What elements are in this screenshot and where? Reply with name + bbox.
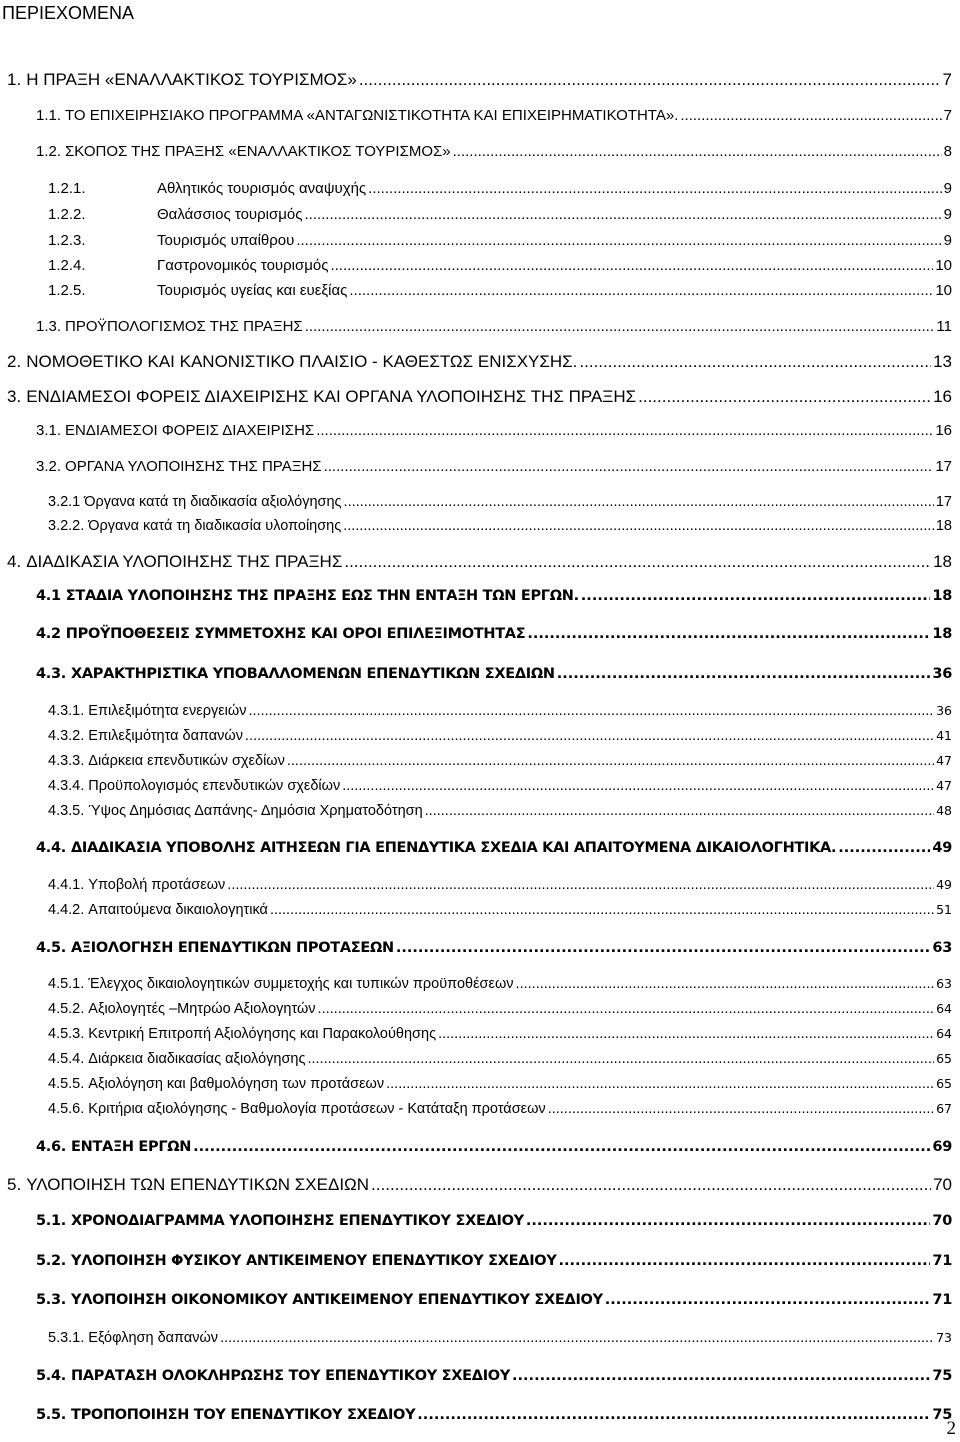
toc-entry-number: 1.3. [36,318,62,335]
toc-entry-page: 16 [933,387,952,406]
toc-entry[interactable] [36,1139,952,1155]
toc-dot-leader [349,282,933,299]
toc-entry-page: 47 [936,753,952,768]
toc-entry[interactable] [48,282,952,299]
toc-entry-page: 71 [932,1253,952,1269]
toc-title: ΠΕΡΙΕΧΟΜΕΝΑ [2,3,135,23]
toc-dot-leader [359,70,941,90]
toc-entry[interactable] [48,753,952,769]
toc-dot-leader [344,494,934,510]
toc-entry-title: Διάρκεια επενδυτικών σχεδίων [88,753,285,769]
toc-entry[interactable] [48,976,952,992]
toc-entry[interactable] [7,352,952,372]
toc-entry-number: 4.1 [36,588,61,604]
toc-entry-number: 1.2.5. [48,282,86,299]
toc-entry-page: 9 [943,180,952,197]
toc-entry-page: 13 [933,352,952,371]
toc-dot-leader [527,626,930,642]
toc-entry-title: ΥΛΟΠΟΙΗΣΗ ΦΥΣΙΚΟΥ ΑΝΤΙΚΕΙΜΕΝΟΥ ΕΠΕΝΔΥΤΙΚΟΥ ΣΧΕΔΙΟΥ [71,1253,557,1269]
toc-entry-page: 36 [936,703,952,718]
toc-dot-leader [304,206,941,223]
toc-dot-leader [193,1139,930,1155]
toc-dot-leader [386,1076,934,1092]
toc-dot-leader [512,1368,930,1384]
toc-dot-leader [581,588,931,604]
toc-dot-leader [396,940,931,956]
toc-entry[interactable] [36,626,952,642]
toc-entry[interactable] [48,1330,952,1346]
toc-entry[interactable] [36,940,952,956]
toc-entry-page: 18 [933,552,952,571]
toc-dot-leader [220,1330,934,1346]
toc-entry[interactable] [36,666,952,682]
toc-entry-title: ΧΡΟΝΟΔΙΑΓΡΑΜΜΑ ΥΛΟΠΟΙΗΣΗΣ ΕΠΕΝΔΥΤΙΚΟΥ ΣΧΕΔΙΟΥ [71,1213,524,1229]
toc-entry-title: Τουρισμός υπαίθρου [157,232,295,249]
toc-entry-title: Απαιτούμενα δικαιολογητικά [88,902,268,918]
toc-entry-title: Έλεγχος δικαιολογητικών συμμετοχής και τυπικών προϋποθέσεων [88,976,514,992]
toc-entry-number: 1.2.3. [48,232,86,249]
toc-entry-number: 5.2. [36,1253,66,1269]
toc-entry-title: ΑΞΙΟΛΟΓΗΣΗ ΕΠΕΝΔΥΤΙΚΩΝ ΠΡΟΤΑΣΕΩΝ [71,940,394,956]
toc-entry[interactable] [7,1175,952,1195]
toc-entry-number: 4.2 [36,626,61,642]
toc-entry[interactable] [48,877,952,893]
toc-entry-number: 5.4. [36,1368,66,1384]
toc-entry[interactable] [7,387,952,407]
toc-dot-leader [579,352,931,372]
toc-dot-leader [526,1213,931,1229]
toc-entry-title: ΥΛΟΠΟΙΗΣΗ ΤΩΝ ΕΠΕΝΔΥΤΙΚΩΝ ΣΧΕΔΙΩΝ [26,1175,370,1194]
toc-entry[interactable] [48,180,952,197]
toc-entry-title: Επιλεξιμότητα ενεργειών [88,703,247,719]
toc-entry-page: 7 [942,70,952,89]
toc-entry-number: 3. [7,387,22,406]
toc-entry-title: Διάρκεια διαδικασίας αξιολόγησης [88,1051,306,1067]
toc-dot-leader [330,257,933,274]
toc-entry-number: 3.2.2. [48,518,85,534]
toc-entry-page: 71 [932,1292,952,1308]
toc-entry-page: 16 [935,422,952,439]
toc-dot-leader [838,840,930,856]
toc-entry-title: Ύψος Δημόσιας Δαπάνης- Δημόσια Χρηματοδότηση [88,803,423,819]
toc-entry-title: Όργανα κατά τη διαδικασία αξιολόγησης [84,494,342,510]
toc-dot-leader [516,976,935,992]
toc-entry-number: 1.1. [36,107,62,124]
toc-dot-leader [296,232,941,249]
toc-entry-page: 41 [936,728,952,743]
toc-entry-page: 49 [936,877,952,892]
toc-entry-page: 9 [943,232,952,249]
toc-entry[interactable] [48,1001,952,1017]
toc-entry-title: ΤΟ ΕΠΙΧΕΙΡΗΣΙΑΚΟ ΠΡΟΓΡΑΜΜΑ «ΑΝΤΑΓΩΝΙΣΤΙΚΟΤΗΤΑ ΚΑΙ ΕΠΙΧΕΙΡΗΜΑΤΙΚΟΤΗΤΑ». [65,107,679,124]
toc-entry[interactable] [48,902,952,918]
toc-entry-page: 10 [935,257,952,274]
toc-dot-leader [305,318,935,335]
toc-entry[interactable] [48,803,952,819]
toc-entry-title: Η ΠΡΑΞΗ «ΕΝΑΛΛΑΚΤΙΚΟΣ ΤΟΥΡΙΣΜΟΣ» [26,70,357,89]
toc-entry-page: 9 [943,206,952,223]
toc-entry[interactable] [36,143,952,160]
toc-entry-page: 63 [932,940,952,956]
toc-dot-leader [559,1253,931,1269]
toc-entry-title: Προϋπολογισμός επενδυτικών σχεδίων [88,778,341,794]
toc-dot-leader [638,387,931,407]
toc-entry-number: 4.3.5. [48,803,85,819]
toc-dot-leader [342,778,934,794]
toc-entry-page: 48 [936,803,952,818]
toc-entry[interactable] [48,1076,952,1092]
toc-entry[interactable] [7,552,952,572]
toc-entry[interactable] [48,1051,952,1067]
toc-entry-page: 70 [933,1175,952,1194]
toc-entry-number: 4. [7,552,22,571]
toc-entry-number: 4.5.4. [48,1051,85,1067]
toc-dot-leader [417,1407,930,1423]
toc-entry-title: ΔΙΑΔΙΚΑΣΙΑ ΥΠΟΒΟΛΗΣ ΑΙΤΗΣΕΩΝ ΓΙΑ ΕΠΕΝΔΥΤΙΚΑ ΣΧΕΔΙΑ ΚΑΙ ΑΠΑΙΤΟΥΜΕΝΑ ΔΙΚΑΙΟΛΟΓΗΤΙΚΑ. [71,840,837,856]
toc-entry-title: ΕΝΔΙΑΜΕΣΟΙ ΦΟΡΕΙΣ ΔΙΑΧΕΙΡΙΣΗΣ [65,422,315,439]
toc-entry-title: ΕΝΤΑΞΗ ΕΡΓΩΝ [71,1139,192,1155]
toc-entry-number: 4.5.5. [48,1076,85,1092]
toc-entry-title: ΠΡΟΫΠΟΘΕΣΕΙΣ ΣΥΜΜΕΤΟΧΗΣ ΚΑΙ ΟΡΟΙ ΕΠΙΛΕΞΙΜΟΤΗΤΑΣ [65,626,526,642]
toc-entry[interactable] [36,1407,952,1423]
toc-entry-number: 1.2.2. [48,206,86,223]
page-number: 2 [946,1418,956,1439]
toc-entry-number: 4.3.1. [48,703,85,719]
toc-entry[interactable] [48,1101,952,1117]
toc-entry-title: Τουρισμός υγείας και ευεξίας [157,282,348,299]
toc-dot-leader [438,1026,934,1042]
toc-entry-title: Γαστρονομικός τουρισμός [157,257,329,274]
toc-entry-title: Εξόφληση δαπανών [88,1330,219,1346]
toc-entry-page: 64 [936,1026,952,1041]
toc-entry-title: ΥΛΟΠΟΙΗΣΗ ΟΙΚΟΝΟΜΙΚΟΥ ΑΝΤΙΚΕΙΜΕΝΟΥ ΕΠΕΝΔΥΤΙΚΟΥ ΣΧΕΔΙΟΥ [71,1292,603,1308]
toc-entry-title: ΝΟΜΟΘΕΤΙΚΟ ΚΑΙ ΚΑΝΟΝΙΣΤΙΚΟ ΠΛΑΙΣΙΟ - ΚΑΘΕΣΤΩΣ ΕΝΙΣΧΥΣΗΣ. [26,352,578,371]
toc-entry-title: Επιλεξιμότητα δαπανών [88,728,244,744]
toc-entry[interactable] [36,840,952,856]
toc-entry-title: Θαλάσσιος τουρισμός [157,206,303,223]
toc-entry-number: 4.5.2. [48,1001,85,1017]
toc-entry-number: 4.5.6. [48,1101,85,1117]
toc-entry-title: ΔΙΑΔΙΚΑΣΙΑ ΥΛΟΠΟΙΗΣΗΣ ΤΗΣ ΠΡΑΞΗΣ [26,552,343,571]
toc-entry[interactable] [36,1213,952,1229]
toc-entry-number: 3.1. [36,422,62,439]
toc-entry[interactable] [48,778,952,794]
toc-entry-title: Υποβολή προτάσεων [88,877,226,893]
toc-entry-page: 17 [935,494,952,510]
toc-entry-number: 4.3.2. [48,728,85,744]
toc-dot-leader [557,666,931,682]
toc-entry-page: 36 [932,666,952,682]
toc-dot-leader [316,422,933,439]
toc-entry-number: 5. [7,1175,22,1194]
toc-entry-title: Αθλητικός τουρισμός αναψυχής [157,180,367,197]
toc-entry-page: 75 [932,1407,952,1423]
toc-dot-leader [343,518,934,534]
toc-entry[interactable] [48,257,952,274]
toc-entry[interactable] [48,494,952,510]
toc-entry[interactable] [36,1368,952,1384]
toc-dot-leader [368,180,941,197]
toc-entry[interactable] [48,518,952,534]
toc-entry[interactable] [36,1253,952,1269]
toc-entry-number: 4.5. [36,940,66,956]
toc-entry-page: 18 [932,588,952,604]
toc-entry[interactable] [36,1292,952,1308]
toc-entry-number: 5.3. [36,1292,66,1308]
toc-dot-leader [227,877,934,893]
toc-entry-page: 47 [936,778,952,793]
toc-entry-title: Όργανα κατά τη διαδικασία υλοποίησης [88,518,342,534]
toc-entry-page: 70 [932,1213,952,1229]
toc-entry-page: 11 [936,318,952,335]
toc-entry-title: ΣΤΑΔΙΑ ΥΛΟΠΟΙΗΣΗΣ ΤΗΣ ΠΡΑΞΗΣ ΕΩΣ ΤΗΝ ΕΝΤΑΞΗ ΤΩΝ ΕΡΓΩΝ. [65,588,579,604]
toc-entry-number: 4.3.3. [48,753,85,769]
toc-entry-page: 65 [936,1076,952,1091]
toc-dot-leader [453,143,942,160]
toc-entry-page: 75 [932,1368,952,1384]
toc-entry[interactable] [48,728,952,744]
toc-entry-page: 51 [936,902,952,917]
toc-dot-leader [425,803,934,819]
toc-entry-page: 73 [936,1330,952,1345]
toc-entry[interactable] [7,70,952,90]
toc-dot-leader [307,1051,934,1067]
toc-dot-leader [344,552,931,572]
toc-entry-page: 8 [943,143,952,160]
toc-dot-leader [324,458,934,475]
toc-entry-number: 3.2. [36,458,62,475]
toc-entry[interactable] [36,588,952,604]
toc-dot-leader [270,902,934,918]
toc-dot-leader [245,728,934,744]
toc-dot-leader [371,1175,931,1195]
toc-entry-page: 69 [932,1139,952,1155]
toc-entry-title: ΣΚΟΠΟΣ ΤΗΣ ΠΡΑΞΗΣ «ΕΝΑΛΛΑΚΤΙΚΟΣ ΤΟΥΡΙΣΜΟΣ» [65,143,451,160]
toc-entry-number: 1.2. [36,143,62,160]
toc-entry-number: 1.2.4. [48,257,86,274]
toc-entry-title: ΕΝΔΙΑΜΕΣΟΙ ΦΟΡΕΙΣ ΔΙΑΧΕΙΡΙΣΗΣ ΚΑΙ ΟΡΓΑΝΑ ΥΛΟΠΟΙΗΣΗΣ ΤΗΣ ΠΡΑΞΗΣ [26,387,637,406]
toc-entry-page: 63 [936,976,952,991]
toc-entry-title: ΧΑΡΑΚΤΗΡΙΣΤΙΚΑ ΥΠΟΒΑΛΛΟΜΕΝΩΝ ΕΠΕΝΔΥΤΙΚΩΝ ΣΧΕΔΙΩΝ [71,666,555,682]
toc-entry-number: 4.4.1. [48,877,85,893]
toc-entry[interactable] [48,703,952,719]
toc-dot-leader [605,1292,931,1308]
toc-entry-number: 1.2.1. [48,180,86,197]
toc-entry-page: 64 [936,1001,952,1016]
toc-entry-number: 4.5.1. [48,976,85,992]
toc-entry-title: ΠΑΡΑΤΑΣΗ ΟΛΟΚΛΗΡΩΣΗΣ ΤΟΥ ΕΠΕΝΔΥΤΙΚΟΥ ΣΧΕΔΙΟΥ [71,1368,511,1384]
toc-entry[interactable] [48,206,952,223]
toc-entry-page: 67 [936,1101,952,1116]
toc-entry-title: ΤΡΟΠΟΠΟΙΗΣΗ ΤΟΥ ΕΠΕΝΔΥΤΙΚΟΥ ΣΧΕΔΙΟΥ [71,1407,416,1423]
toc-dot-leader [680,107,941,124]
toc-entry-number: 5.5. [36,1407,66,1423]
toc-entry-title: Αξιολόγηση και βαθμολόγηση των προτάσεων [88,1076,385,1092]
toc-entry-number: 4.4.2. [48,902,85,918]
toc-dot-leader [318,1001,935,1017]
toc-entry-page: 7 [943,107,952,124]
toc-entry[interactable] [48,232,952,249]
toc-entry-number: 5.1. [36,1213,66,1229]
toc-entry[interactable] [36,458,952,475]
toc-entry-page: 65 [936,1051,952,1066]
toc-entry-page: 17 [935,458,952,475]
toc-dot-leader [548,1101,934,1117]
toc-entry[interactable] [36,422,952,439]
toc-entry[interactable] [48,1026,952,1042]
toc-entry[interactable] [36,318,952,335]
toc-entry-page: 10 [935,282,952,299]
toc-entry-page: 18 [935,518,952,534]
toc-entry-title: ΟΡΓΑΝΑ ΥΛΟΠΟΙΗΣΗΣ ΤΗΣ ΠΡΑΞΗΣ [65,458,322,475]
toc-entry-number: 4.6. [36,1139,66,1155]
toc-entry-title: Αξιολογητές –Μητρώο Αξιολογητών [88,1001,316,1017]
toc-entry-page: 18 [932,626,952,642]
toc-entry-number: 4.3. [36,666,66,682]
toc-entry-number: 1. [7,70,22,89]
toc-entry-number: 4.5.3. [48,1026,85,1042]
toc-dot-leader [248,703,934,719]
toc-entry-number: 5.3.1. [48,1330,85,1346]
toc-entry-number: 2. [7,352,22,371]
toc-dot-leader [287,753,934,769]
toc-entry-title: ΠΡΟΫΠΟΛΟΓΙΣΜΟΣ ΤΗΣ ΠΡΑΞΗΣ [65,318,303,335]
toc-entry-title: Κεντρική Επιτροπή Αξιολόγησης και Παρακολούθησης [88,1026,437,1042]
toc-entry-number: 4.4. [36,840,66,856]
toc-entry[interactable] [36,107,952,124]
toc-entry-number: 4.3.4. [48,778,85,794]
toc-entry-title: Κριτήρια αξιολόγησης - Βαθμολογία προτάσεων - Κατάταξη προτάσεων [88,1101,546,1117]
toc-entry-page: 49 [932,840,952,856]
toc-entry-number: 3.2.1 [48,494,81,510]
